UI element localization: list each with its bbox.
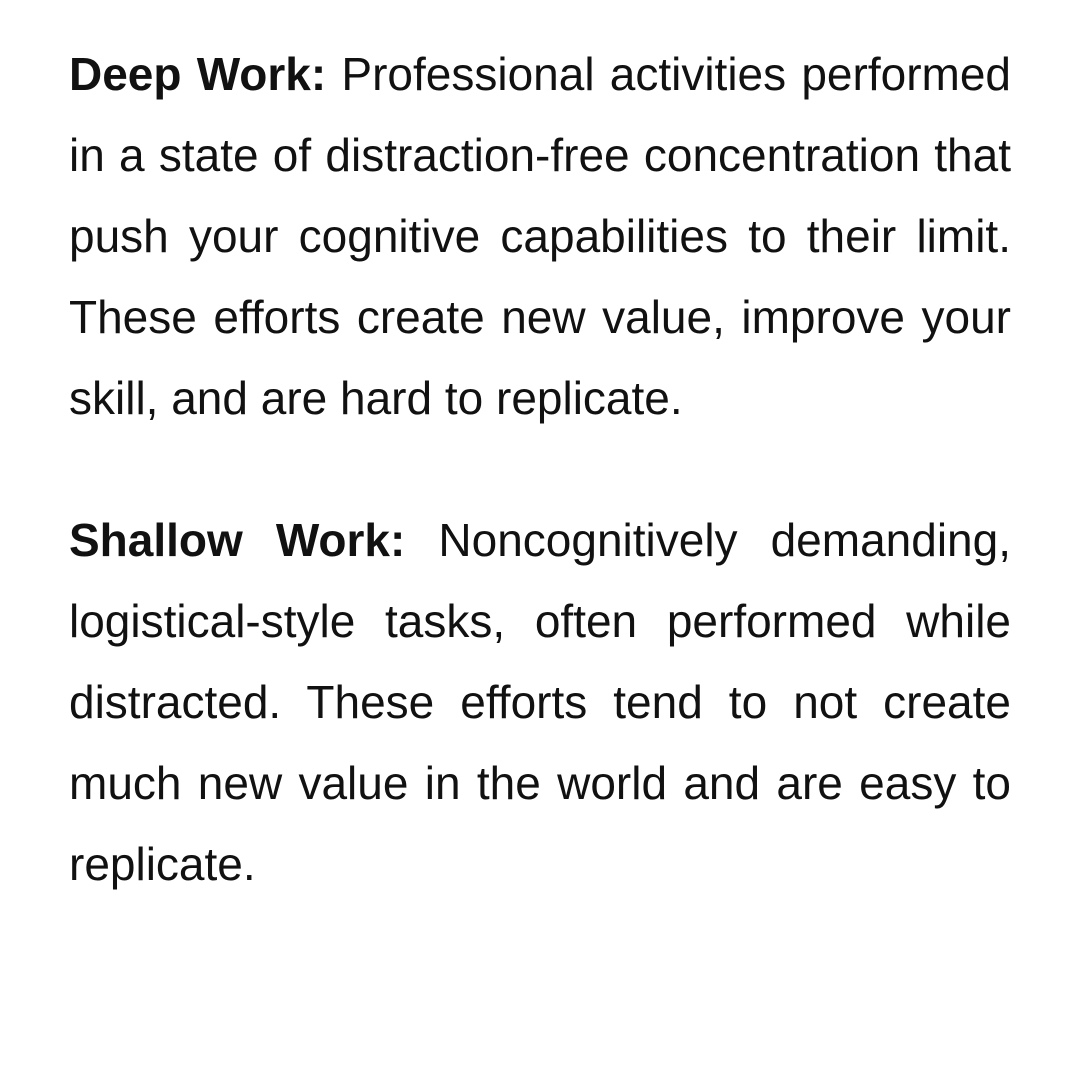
definitions-page [69,34,1011,905]
deep-work-term: Deep Work: [69,48,327,100]
deep-work-description: Professional activities performed in a state of distraction-free concentration that push your cognitive capabilities to their limit. These efforts create new value, improve your skill, and are hard to replicate. [69,48,1011,424]
deep-work-definition [69,34,1011,439]
shallow-work-description: Noncognitively demanding, logistical-style tasks, often performed while distracted. These efforts tend to not create much new value in the world and are easy to replicate. [69,514,1011,890]
shallow-work-term: Shallow Work: [69,514,406,566]
shallow-work-definition [69,500,1011,905]
